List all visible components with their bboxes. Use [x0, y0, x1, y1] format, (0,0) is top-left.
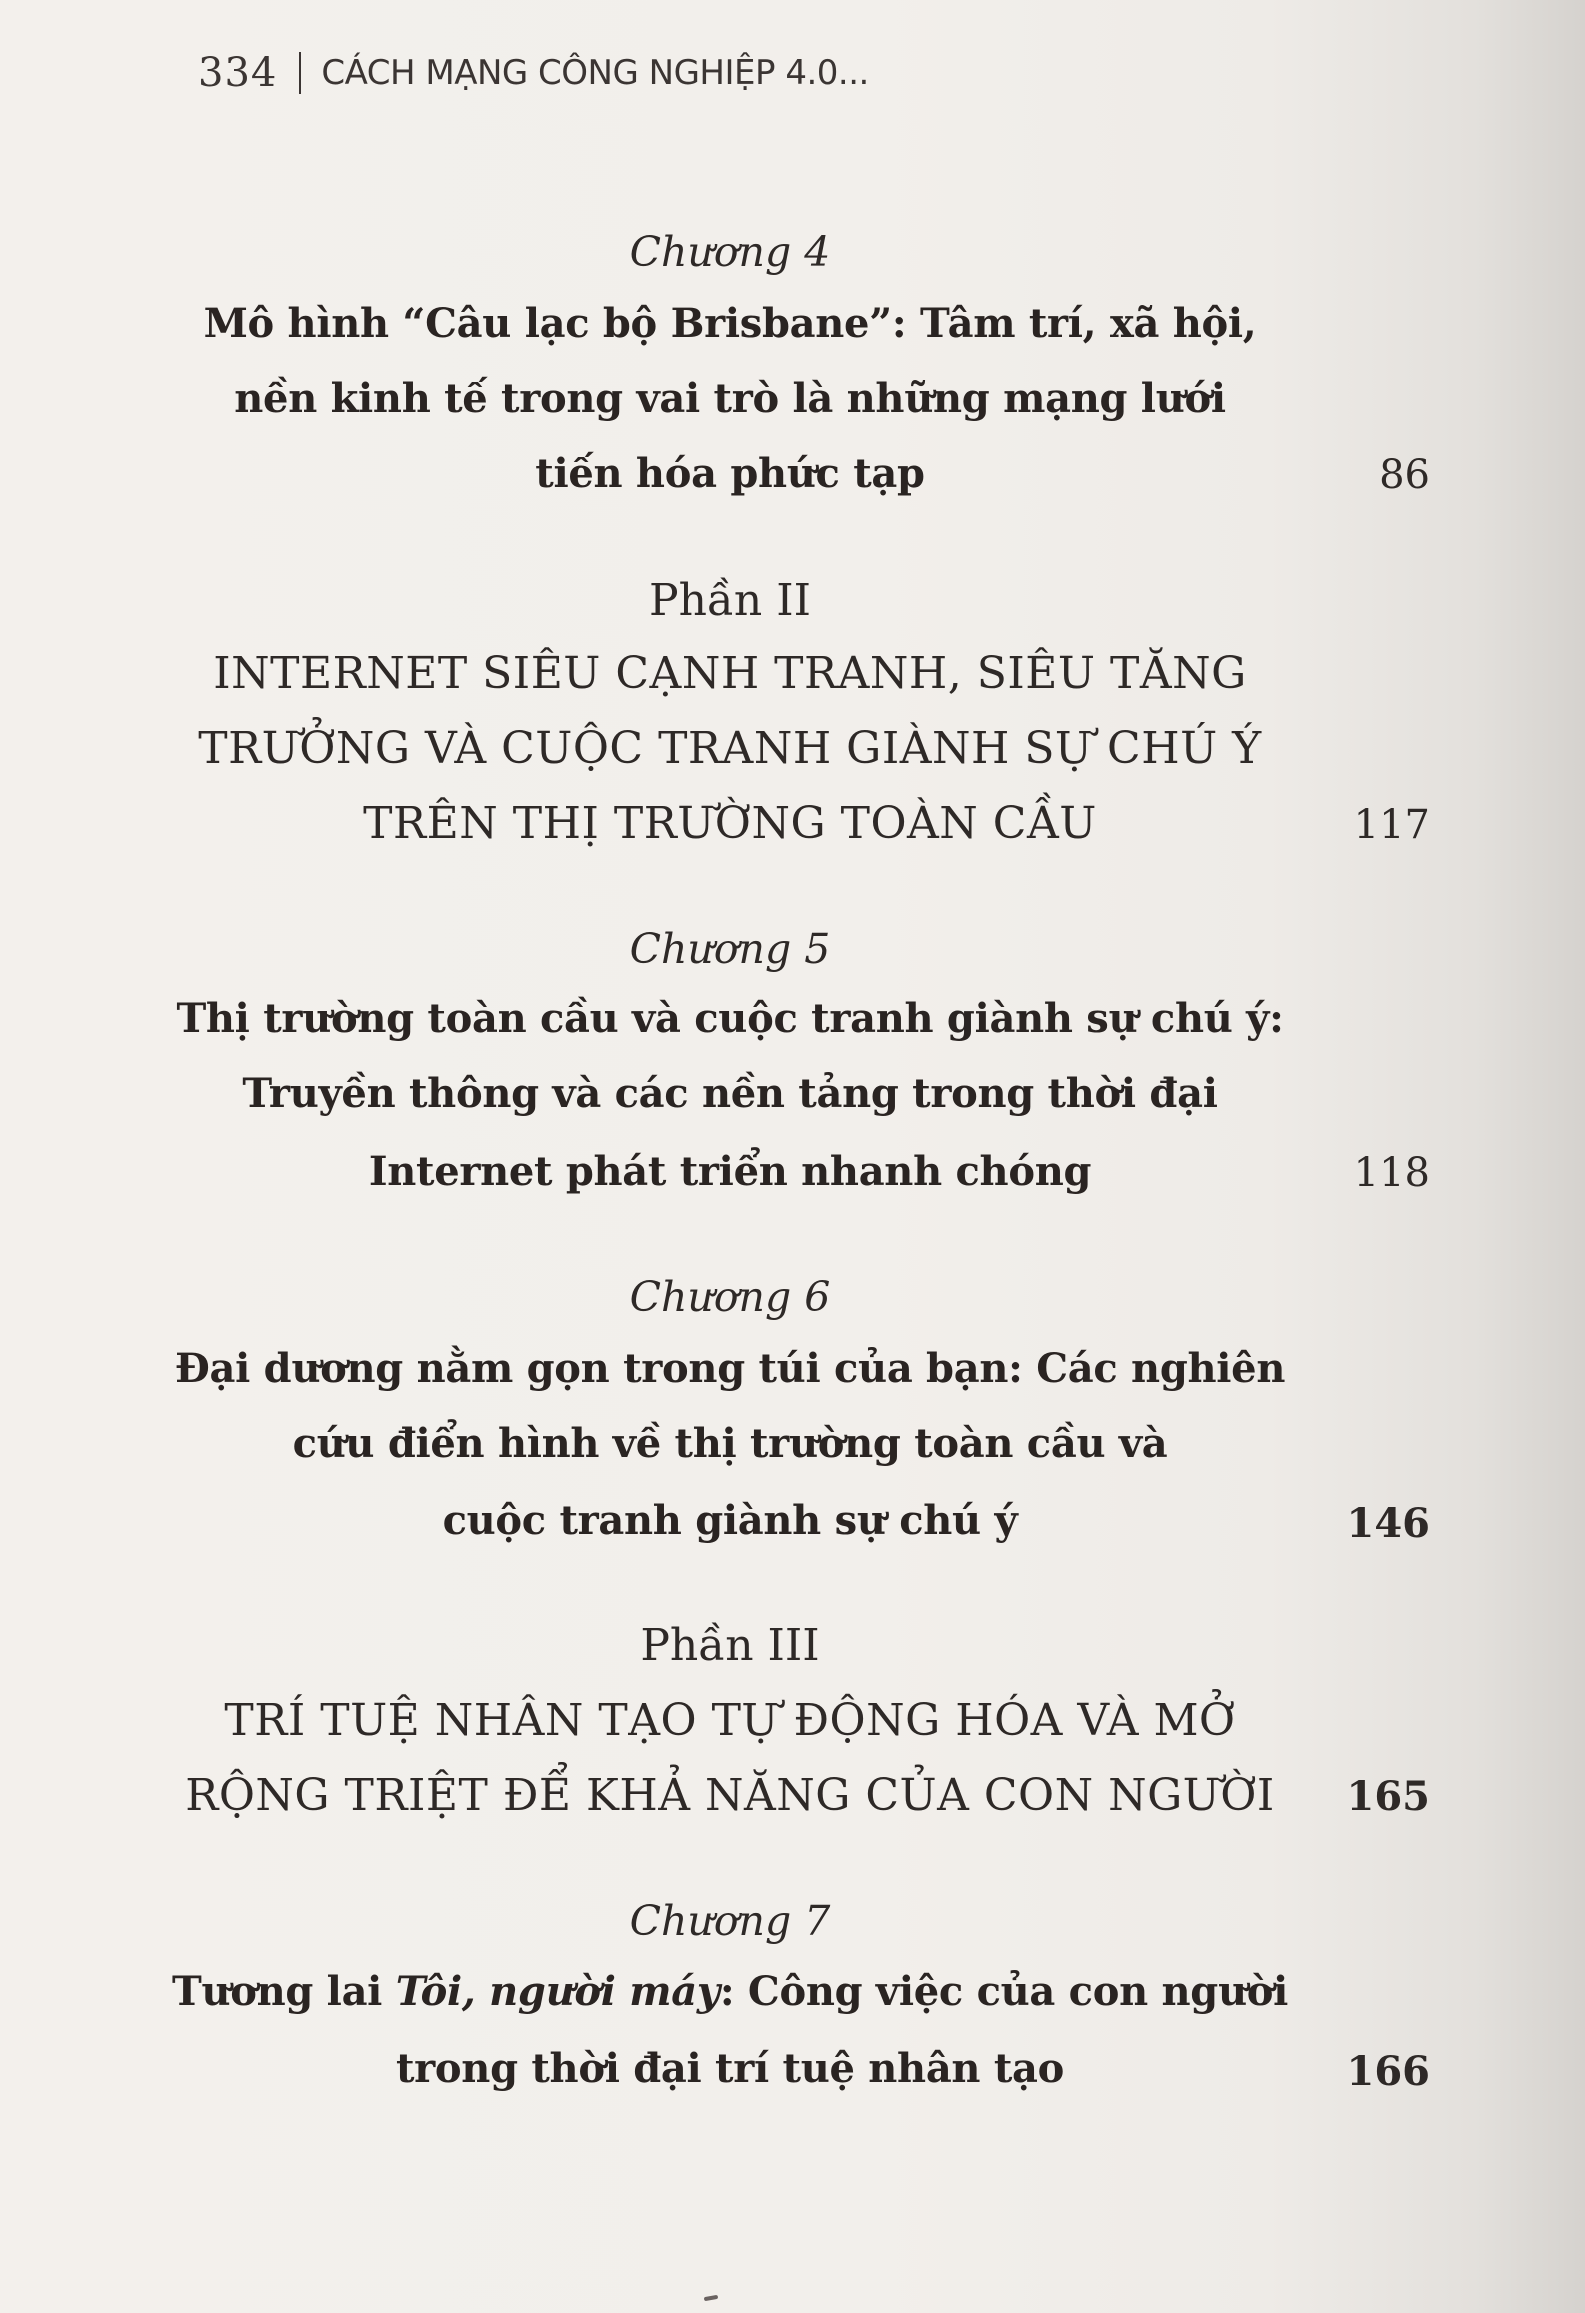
chapter-7-title-suffix: : Công việc của con người: [719, 1968, 1289, 2015]
chapter-5-page: 118: [1353, 1150, 1430, 1196]
chapter-7-title-line: trong thời đại trí tuệ nhân tạo: [395, 2045, 1065, 2092]
part-3-title-line: RỘNG TRIỆT ĐỂ KHẢ NĂNG CỦA CON NGƯỜI: [185, 1770, 1275, 1821]
chapter-5-label: Chương 5: [629, 925, 831, 973]
chapter-7-label: Chương 7: [629, 1897, 831, 1945]
chapter-4-title-line: Mô hình “Câu lạc bộ Brisbane”: Tâm trí, xã hội,: [203, 300, 1257, 347]
chapter-6-page: 146: [1346, 1500, 1430, 1547]
part-3-title-line: TRÍ TUỆ NHÂN TẠO TỰ ĐỘNG HÓA VÀ MỞ: [224, 1695, 1236, 1746]
chapter-4-page: 86: [1379, 452, 1430, 498]
chapter-7-title-italic: Tôi, người máy: [395, 1968, 720, 2015]
part-3-page: 165: [1346, 1773, 1430, 1820]
chapter-6-label: Chương 6: [629, 1273, 831, 1321]
chapter-5-title-line: Truyền thông và các nền tảng trong thời đại: [242, 1070, 1218, 1117]
part-2-title-line: TRƯỞNG VÀ CUỘC TRANH GIÀNH SỰ CHÚ Ý: [198, 723, 1262, 774]
page-speck: [704, 2295, 718, 2301]
chapter-6-title-line: cứu điển hình về thị trường toàn cầu và: [292, 1420, 1168, 1467]
part-2-title-line: TRÊN THỊ TRƯỜNG TOÀN CẦU: [363, 798, 1097, 849]
part-3-label: Phần III: [640, 1620, 820, 1671]
chapter-4-label: Chương 4: [629, 228, 831, 276]
chapter-7-title-line: [0, 1968, 1460, 2015]
page-header: [198, 50, 869, 96]
part-2-page: 117: [1353, 802, 1430, 848]
header-separator: [299, 52, 301, 94]
page-number: 334: [198, 50, 278, 96]
running-title: CÁCH MẠNG CÔNG NGHIỆP 4.0...: [321, 53, 869, 93]
chapter-5-title-line: Thị trường toàn cầu và cuộc tranh giành sự chú ý:: [176, 995, 1284, 1042]
part-2-title-line: INTERNET SIÊU CẠNH TRANH, SIÊU TĂNG: [213, 648, 1247, 699]
chapter-6-title-line: cuộc tranh giành sự chú ý: [442, 1497, 1018, 1544]
chapter-4-title-line: nền kinh tế trong vai trò là những mạng lưới: [234, 375, 1226, 422]
part-2-label: Phần II: [649, 575, 811, 626]
chapter-5-title-line: Internet phát triển nhanh chóng: [368, 1148, 1092, 1195]
chapter-7-page: 166: [1346, 2048, 1430, 2095]
chapter-7-title-prefix: Tương lai: [171, 1968, 396, 2015]
chapter-4-title-line: tiến hóa phức tạp: [535, 450, 925, 497]
chapter-6-title-line: Đại dương nằm gọn trong túi của bạn: Các nghiên: [174, 1345, 1286, 1392]
